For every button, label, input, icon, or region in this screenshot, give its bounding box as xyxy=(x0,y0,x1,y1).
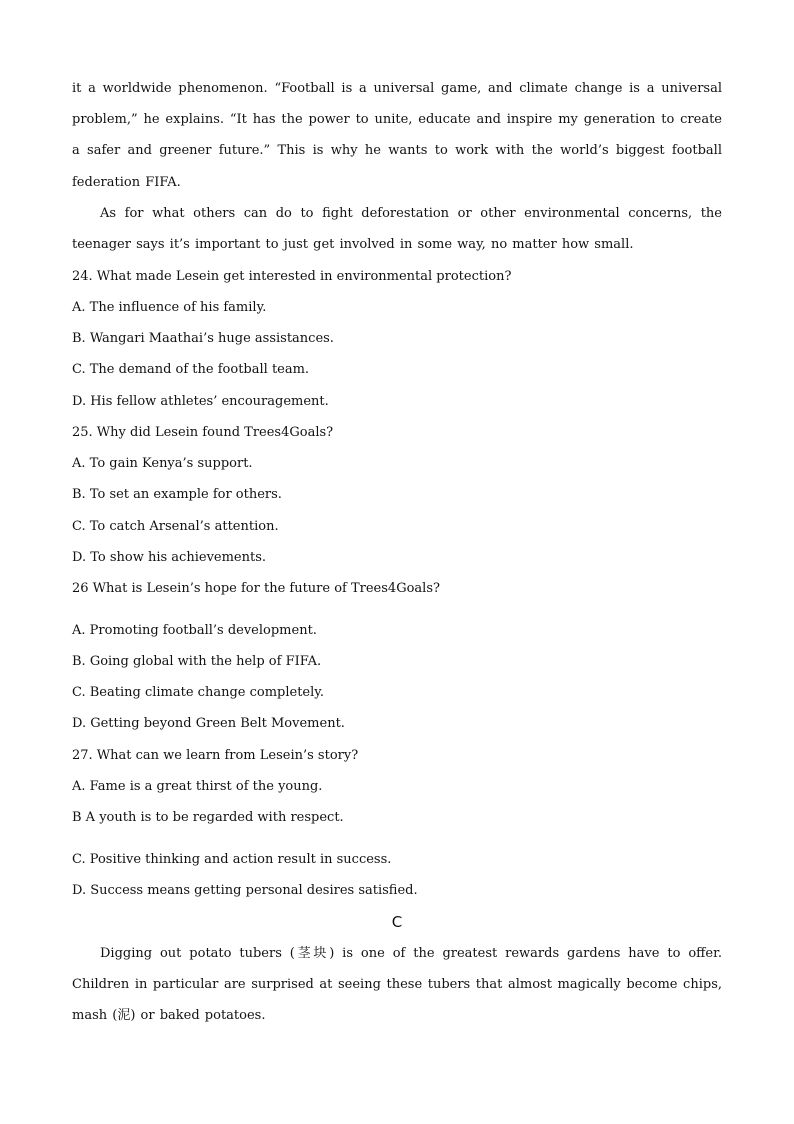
section-c-heading: C xyxy=(391,913,403,931)
question-25-option-b: B. To set an example for others. xyxy=(72,487,282,502)
question-24-option-a: A. The influence of his family. xyxy=(72,300,267,315)
question-26-stem: 26 What is Lesein’s hope for the future of Trees4Goals? xyxy=(72,581,440,596)
passage-b-paragraph-1: it a worldwide phenomenon. “Football is a universal game, and climate change is a universal problem,” he explains. “It has the power to unite, educate and inspire my generation to create a safer and greener future.” This is why he wants to work with the world’s biggest football federation FIFA. xyxy=(72,81,722,190)
passage-b-paragraph-2: As for what others can do to fight deforestation or other environmental concerns, the teenager says it’s important to just get involved in some way, no matter how small. xyxy=(72,206,722,253)
question-24-option-c: C. The demand of the football team. xyxy=(72,362,310,377)
question-27-option-c: C. Positive thinking and action result in success. xyxy=(72,852,392,867)
question-27-option-b: B A youth is to be regarded with respect. xyxy=(72,810,344,825)
question-24-option-d: D. His fellow athletes’ encouragement. xyxy=(72,394,329,409)
question-27-stem: 27. What can we learn from Lesein’s story? xyxy=(72,748,359,763)
question-27-option-a: A. Fame is a great thirst of the young. xyxy=(72,779,323,794)
question-25-option-d: D. To show his achievements. xyxy=(72,550,267,565)
question-26-option-d: D. Getting beyond Green Belt Movement. xyxy=(72,716,345,731)
passage-c-paragraph-1: Digging out potato tubers (茎块) is one of the greatest rewards gardens have to offer. Children in particular are surprised at seeing these tubers that almost magically become chips, mash (泥) or baked potatoes. xyxy=(72,946,722,1024)
question-25-option-a: A. To gain Kenya’s support. xyxy=(72,456,253,471)
question-25-stem: 25. Why did Lesein found Trees4Goals? xyxy=(72,425,334,440)
question-26-option-c: C. Beating climate change completely. xyxy=(72,685,325,700)
question-25-option-c: C. To catch Arsenal’s attention. xyxy=(72,519,279,534)
question-26-option-a: A. Promoting football’s development. xyxy=(72,623,317,638)
question-24-option-b: B. Wangari Maathai’s huge assistances. xyxy=(72,331,334,346)
question-27-option-d: D. Success means getting personal desires satisfied. xyxy=(72,883,418,898)
question-26-option-b: B. Going global with the help of FIFA. xyxy=(72,654,322,669)
question-24-stem: 24. What made Lesein get interested in environmental protection? xyxy=(72,269,512,284)
